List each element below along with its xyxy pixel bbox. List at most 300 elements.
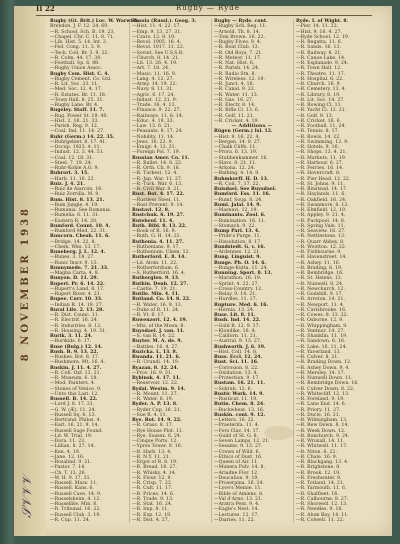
index-subentry: —R. Canal. 9. 22.	[214, 87, 256, 93]
index-headword: Rurik. 3. 11. 24.	[50, 334, 93, 339]
index-headword: Rush. B. 9. 13. 22.	[50, 349, 99, 355]
index-headword: Rust. Bot. 4. 17. 22.	[132, 192, 185, 198]
index-subentry: —R. Spring Vale. 11.	[296, 223, 346, 229]
index-subentry: —Chapel. Chr. C. 11. 8. 71.	[50, 34, 115, 40]
index-subentry: —Stubbenkammer. 16.	[214, 155, 268, 161]
index-subentry: —R. Brading Down. 12.	[296, 360, 352, 366]
index-subentry: —Rutherfordium. 6.	[132, 265, 180, 271]
index-headword: Rybinsk. 4. 17. 11.	[132, 376, 181, 381]
index-subentry: —Educ. 4. 19. 33.	[132, 118, 175, 124]
index-subentry: —Rumania. See Romania.	[50, 208, 112, 213]
index-subentry: —Runes. 3. 18. 27.	[50, 255, 95, 261]
index-subentry: —Rug. Power St. 19. 40.	[50, 113, 108, 119]
index-subentry: —Fed. Cong. 11. 3. 9.	[50, 45, 102, 51]
index-subentry: —R. Shops. 13. 4. 21.	[296, 150, 348, 156]
index-headword: Running. Sport. 8. 13.	[214, 271, 273, 276]
index-subentry: —Rurikids. 6. 17.	[50, 339, 92, 345]
index-subentry: —Val d'Arno. 13. 21.	[214, 496, 263, 502]
index-subentry: —R. Regatta. 11. 6.	[296, 40, 343, 45]
index-subentry: —Russell Sage Found.	[50, 428, 103, 434]
index-subentry: —R. Sands. 16. 13.	[296, 45, 342, 51]
index-subentry: —Bertrand. Philos. 4.	[50, 418, 101, 423]
index-subentry: —R. Arreton. 14. 21.	[296, 297, 345, 303]
index-headword: Ruminants. Zool. 6.	[214, 213, 266, 219]
index-subentry: —Rye House Plot. 11.	[132, 428, 184, 434]
index-subentry: —Lit. 13. 26. 4. 19.	[132, 61, 178, 66]
index-subentry: —R. Bowls. 14. 22.	[296, 134, 341, 140]
index-headword: Ruysdael. J. van. 11.	[132, 328, 185, 334]
index-subentry: —Czars. 12. 8. 19.	[132, 34, 176, 40]
index-headword: Ruth. Bibl. 8. 13. 22.	[132, 223, 187, 229]
index-subentry: —R. Culver Down. 8. 22.	[296, 386, 355, 392]
index-subentry: —Rosalind. 9. 21.	[50, 460, 92, 465]
index-subentry: —Hist. 2. 16. 21. 33.	[50, 118, 99, 124]
index-subentry: —R. Colm. 44. 17. 30.	[50, 55, 102, 61]
index-headword: Rustchuk. 6. 19. 27.	[132, 213, 185, 219]
column-divider	[129, 19, 130, 523]
index-headword: Rutland. Co. 14. 8. 22.	[132, 297, 191, 303]
index-subentry: —Bathing. 4. 14. 9.	[214, 171, 260, 177]
index-subentry: —R. Chale. 16. 9.	[296, 454, 338, 460]
index-subentry: —R. Meteor. 11. 17.	[214, 55, 262, 61]
index-subentry: —R. Whitecliff. 12. 13.	[296, 391, 350, 397]
index-subentry: —Revol. 1905. 16. 4.	[132, 40, 182, 45]
index-subentry: —R. Cup. 11. 24.	[50, 517, 91, 523]
index-headword: Rye. Bot. 14. 9. 22.	[132, 418, 182, 423]
index-headword: Ruhrort. 3. 15.	[50, 171, 89, 177]
index-subentry: —R. Golf. 11. 21.	[214, 113, 255, 119]
index-subentry: —R. Industries. 8. 12.	[50, 323, 102, 329]
index-subentry: —Pier. 14. 11. 22.	[296, 24, 339, 30]
index-subentry: —R. Prices. 14. 6.	[132, 491, 175, 497]
index-subentry: —R. Newport. 11. 4.	[296, 302, 345, 308]
index-subentry: —Rum Jungle. 4. 19.	[50, 202, 99, 208]
index-subentry: —Rusticat. 11. 19.	[214, 397, 258, 402]
index-subentry: —Russelsheim. 4. 12.	[50, 496, 101, 502]
index-subentry: —Guild of St. G. 8.	[214, 433, 259, 439]
index-subentry: —R. Electrif. 16. 24.	[50, 318, 99, 324]
index-headword: Runnymede. 7. 21. 33.	[50, 265, 109, 271]
index-subentry: —R. Fishbourne. 9.	[296, 250, 342, 255]
index-subentry: —Law. 13. 6. 21.	[132, 124, 172, 129]
index-subentry: —R. Binstead. 14. 17.	[296, 187, 348, 192]
index-headword: Russia (Russl.). Geog. 3.	[132, 19, 197, 24]
index-subentry: —Chalk Cliffs. 11.	[214, 145, 257, 150]
index-subentry: —Finance. 9. 22. 27.	[132, 108, 182, 114]
index-subentry: —Russell Cave. 14. 9.	[50, 491, 102, 497]
index-subentry: —R. Cult. 11. 17.	[132, 486, 173, 492]
index-subentry: —Rugby Fives. 9. 4.	[214, 40, 262, 45]
index-subentry: —Peasants. 8. 17. 24.	[132, 129, 184, 135]
spine-date-stamp: 8 NOVEMBER 1938	[20, 206, 31, 362]
index-subentry: —Masnavi. 12. 19.	[214, 208, 258, 213]
index-subentry: —R. Wootton. 12. 22.	[296, 244, 347, 250]
index-subentry: —Cinque Ports. 12.	[132, 439, 178, 444]
index-subentry: —Ruhr-Kohle A.G. 9.	[50, 166, 99, 171]
index-column-4	[296, 19, 372, 525]
index-subentry: —Coal. Ind. 11. 14. 27.	[50, 129, 105, 135]
index-subentry: —Oxidation. 13. 4.	[214, 370, 259, 376]
index-headword: Runge. Ph. O. 14. 6.	[214, 260, 267, 266]
index-subentry: —R. Cowes. 8. 13. 22.	[296, 313, 349, 318]
index-subentry: —Ch. T. 13. 26.	[50, 470, 87, 476]
index-subentry: —Occup. 1923. 4. 11.	[50, 145, 102, 150]
index-subentry: —Harb. 11. 16. 22.	[50, 176, 96, 182]
index-subentry: —Reservoir. 12. 22.	[132, 381, 179, 387]
index-subentry: —R. Tennis. 8. 17.	[296, 129, 340, 135]
header-rule	[36, 15, 372, 16]
index-subentry: —Proserpina. 16. 24.	[214, 481, 265, 486]
index-subentry: —Eastern R. 14. 20.	[50, 218, 98, 224]
index-headword: Runyon. D. 11. 29.	[50, 276, 99, 282]
index-subentry: —Pride's Purge. 11.	[214, 234, 262, 240]
index-subentry: —Hernia. 13. 24.	[214, 307, 255, 313]
index-subentry: —R. Stat. 16. 24.	[132, 502, 173, 507]
index-headword: Ruhr (Germ.) 14. 22. 35.	[50, 134, 115, 140]
index-subentry: —R. Brook. 12. 19.	[296, 470, 341, 476]
index-subentry: —Russell. Mass. 11.	[50, 481, 98, 486]
index-subentry: —Ruthenium. Chem. 12.	[132, 250, 191, 255]
index-subentry: —Indian R. 14. 19. 27.	[50, 302, 104, 308]
index-headword: Ruiz. J. 4. 21.	[50, 181, 85, 187]
index-subentry: —R. Wireless. 12. 19.	[214, 76, 265, 82]
index-subentry: —Stomach. 9. 22.	[214, 223, 256, 229]
index-subentry: —R. Esplanade. 9. 24.	[296, 61, 349, 66]
index-subentry: —R. Dist. Counc. 11.	[50, 313, 100, 318]
index-headword: Rumford. Count. 10. 4.	[50, 223, 111, 229]
index-headword: Rustic Work. 14. 9.	[214, 391, 264, 397]
index-subentry: —Rupert River. 4. 21.	[50, 292, 102, 297]
index-subentry: —R. Rew Down. 8. 14.	[296, 423, 349, 429]
index-headword: Runcorn. Chesh. 11. 6.	[50, 234, 110, 240]
index-subentry: —Art. 7. 18. 24.	[132, 66, 170, 72]
index-subentry: —Nobility. 11. 14.	[132, 134, 175, 140]
index-headword: Rushworth. J. 6. 19.	[214, 344, 266, 350]
index-subentry: —Sue R. 4. 11.	[132, 412, 168, 418]
index-subentry: —R. Lit. Soc. 33. 11.	[50, 82, 99, 87]
index-subentry: —R. Golf. 9. 13.	[296, 113, 334, 119]
index-subentry: —R. Theatre. 11. 17.	[296, 71, 346, 77]
index-subentry: —Russellite. Min. 8.	[50, 502, 98, 507]
index-subentry: —R. Imp. 8. 11.	[132, 507, 169, 513]
index-subentry: —R. Yacht Cl. 12. 21.	[296, 108, 347, 114]
index-headword: Ruse. Lit. 8. 11.	[214, 313, 256, 318]
index-subentry: —R. Newchurch. 12.	[296, 286, 345, 292]
index-subentry: —R. Grass. 8. 17.	[132, 423, 174, 429]
index-subentry: —Prov. 16. 9. 31.	[132, 370, 173, 376]
index-subentry: —Letters. 16. 22.	[214, 418, 256, 423]
index-column-2	[132, 19, 208, 525]
index-subentry: —R. Museum. 6. 18.	[50, 376, 98, 381]
index-subentry: —Seven Lamps. 12. 21.	[214, 439, 270, 444]
index-subentry: —Mod. Painters. 4.	[50, 381, 96, 387]
index-subentry: —R. Gas. 16. 27.	[214, 97, 254, 103]
index-headword: Russell. B. 14. 22.	[50, 397, 98, 402]
index-subentry: —Marathon. 16. 19.	[214, 276, 262, 282]
index-subentry: —Rugby Union Assoc.	[50, 66, 103, 72]
index-subentry: —R. N.Y. 11. 21.	[132, 454, 171, 460]
index-subentry: —R. Godshill. 9. 17.	[296, 292, 344, 297]
index-subentry: —R. Cricket. 16. 6.	[296, 118, 342, 124]
index-headword: Rung. Linguist. 9.	[214, 255, 262, 261]
index-headword: Rutherglen. 9. 13.	[132, 276, 180, 282]
index-subentry: —R. Housing. 4. 19. 31.	[50, 328, 107, 334]
index-subentry: —R. School. Sch. B. 19. 23.	[50, 29, 115, 35]
index-subentry: —R. Markets. 11. 19.	[296, 155, 347, 161]
index-headword: Ruhmkorff. H. D. 13.	[214, 176, 269, 182]
index-subentry: —Ken. 4. 19.	[50, 449, 81, 455]
index-subentry: —R. Bread. 16. 27.	[132, 465, 177, 471]
column-divider	[293, 19, 294, 523]
index-subentry: —R. Harbour. 6. 27.	[296, 160, 344, 166]
index-subentry: —Duke of R. 11. 24.	[132, 307, 180, 313]
index-subentry: —Sesame. 9. 13. 27.	[214, 444, 263, 450]
index-headword: Ruthenia. 4. 11. 27.	[132, 239, 184, 245]
index-headword: Rustavi. 12. 8.	[132, 208, 170, 213]
index-subentry: —Austral. 9. 13. 27.	[214, 339, 262, 345]
index-subentry: —R. Wilmingham. 13.	[296, 418, 348, 423]
index-subentry: —R. Yarmouth. 11. 6.	[296, 486, 347, 492]
index-subentry: —R. Electr. 8. 14.	[214, 103, 256, 108]
index-headword: Ruthin. Denb. 12. 27.	[132, 281, 189, 287]
index-subentry: —Prora. 6. 13. 19.	[214, 150, 258, 156]
index-headword: Rupee. Curr. 10. 33.	[50, 297, 103, 303]
index-subentry: —R. Parish. 14. 24.	[214, 66, 260, 72]
index-subentry: —Battles. 16. 4. 27.	[132, 344, 179, 350]
index-subentry: —Ardennes. 12. 21.	[214, 250, 261, 255]
index-subentry: —Rye. Sussex. 6. 24.	[132, 433, 182, 439]
index-subentry: —Praeterita. 11. 4.	[214, 423, 260, 429]
index-column-3	[214, 19, 290, 525]
index-subentry: —Hurdles. 11. 17.	[214, 297, 258, 303]
index-subentry: —R. Swanmore. 8. 13.	[296, 202, 349, 208]
index-headword: Russian Amer. Co. 11.	[132, 155, 190, 161]
index-subentry: —Relay. 9. 14. 21.	[214, 292, 257, 297]
index-subentry: —R. Nunwell. 8. 24.	[296, 281, 344, 287]
index-headword: Rural Life. 2. 13. 28.	[50, 307, 105, 313]
index-subentry: —Magna Carta. 4. 8.	[50, 271, 100, 276]
index-headword: Rutile. Min. 4. 11.	[132, 292, 180, 297]
index-subentry: —Bridge. 14. 22. 8.	[50, 239, 97, 245]
index-subentry: —R. Tribunal. 16. 22.	[50, 507, 101, 513]
index-subentry: —Navy. 8. 11. 31.	[132, 87, 174, 93]
index-subentry: —Church. 8. 14. 21.	[132, 55, 180, 61]
index-headword: Rügen (Germ.) Isl. 12.	[214, 129, 273, 135]
index-subentry: —R. Sandown. 6. 16.	[296, 339, 346, 345]
index-subentry: —Ryder Cup. 16. 21.	[132, 407, 182, 413]
index-subentry: —R. St. Helens. 13.	[296, 276, 343, 282]
page-number: II 22	[36, 4, 55, 13]
index-subentry: —Earl. 16. 21. 9. 14.	[50, 423, 100, 429]
index-subentry: —Castle. 7. 19. 21.	[132, 286, 178, 292]
index-subentry: —R. Water. 11. 13.	[214, 92, 259, 98]
index-subentry: —Rupert's Land. 8. 17.	[50, 286, 105, 292]
index-subentry: —Hist. Coll. 14. 8.	[214, 349, 258, 355]
index-subentry: —R. Bembridge. 16.	[296, 271, 344, 276]
index-subentry: —Lillian. 8. 27. 14.	[50, 444, 96, 450]
index-subentry: —R. Hovercraft. 8.	[296, 171, 341, 177]
index-subentry: —Ruth. G. H. 14. 21.	[132, 234, 182, 240]
index-column-1	[50, 19, 140, 525]
index-subentry: —Ruthenians. 9. 17.	[132, 244, 181, 250]
index-subentry: —R. St. Johns. 9. 11.	[296, 181, 345, 187]
index-headword: Ruzicka. L. 13. 8.	[132, 349, 178, 355]
index-subentry: —Rumf. Soup. 8. 24.	[214, 197, 263, 203]
running-title: Rugby — Ryde	[176, 4, 240, 12]
index-subentry: —Hist. 11. 4. 22. 17.	[132, 24, 181, 30]
index-subentry: —Rugby Lane. Br. 4.	[50, 103, 99, 108]
index-subentry: —Jane. 12. 16.	[50, 454, 85, 460]
index-subentry: —R. Canoe Lake. 14.	[296, 55, 346, 61]
index-subentry: —Ethics of Dust. 16.	[214, 454, 263, 460]
index-subentry: —Lib. Hist. 5. 14. Int. 2.	[50, 40, 108, 45]
index-subentry: —R. Junct. 4. 16.	[214, 82, 255, 87]
index-subentry: —R. Totland. 14. 21.	[296, 481, 345, 486]
index-subentry: —Slavs. 8. 21. 11.	[214, 160, 257, 166]
index-subentry: —Indust. 12. 3. 44. 51.	[50, 150, 105, 156]
index-subentry: —R. Nat. Hist. 6.	[214, 61, 255, 66]
index-subentry: —Buckwheat. 13. 16.	[214, 407, 265, 413]
index-subentry: —R. Alum Bay. 14. 11.	[296, 512, 349, 518]
index-subentry: —R. Brighstone. 8.	[296, 465, 341, 471]
index-subentry: —R. Lane End. 14. 6.	[296, 402, 347, 408]
index-subentry: —Deucalion. 9. 19.	[214, 475, 259, 481]
index-subentry: —R. Rowing Cl. 11.	[296, 103, 343, 108]
index-headword: Russ. Eccl. 12. 24.	[214, 355, 263, 360]
index-headword: Rydal. Westm. 9. 14.	[132, 386, 186, 392]
index-subentry: —Revol. 1917. 11. 22.	[132, 45, 185, 51]
index-subentry: —Ruiz Zorrilla. M. 9.	[50, 192, 100, 198]
index-subentry: —Lectures. 12. 17.	[214, 512, 259, 518]
index-subentry: —Runge-Kutta. 11. 24.	[214, 265, 268, 271]
index-subentry: —R. Radio Stn. 8.	[214, 71, 257, 77]
index-subentry: —Ld. Atom. 11. 22.	[132, 260, 178, 266]
index-headword: Rugby Cem. Hist. C. 4.	[50, 71, 110, 77]
index-subentry: —R.-Jap. War. 11. 27.	[132, 176, 183, 182]
index-subentry: —Rugby Sch. Reg. 11.	[214, 24, 267, 30]
index-subentry: —R. Ferries. 16. 14.	[296, 166, 344, 171]
index-subentry: —G. W. (Æ). 11. 24.	[50, 407, 96, 413]
section-heading: — Additions —	[231, 123, 273, 129]
index-subentry: —R. Shalfleet. 16.	[296, 491, 339, 497]
index-subentry: —R. Harb. 13. 4.	[132, 449, 172, 455]
index-subentry: —R. Appley. 9. 21. 4.	[296, 213, 346, 219]
index-subentry: —Army. 14. 19. 22.	[132, 82, 178, 87]
index-subentry: —R.-Urundi. 14. 19.	[132, 360, 180, 366]
index-subentry: —R. Priory. 11. 27.	[296, 407, 341, 413]
index-subentry: —R. Hotels. 9. 16.	[296, 145, 340, 150]
index-subentry: —Music. 11. 16. 9.	[132, 71, 177, 77]
index-headword: Ruse (Bulg.) 12. 14.	[50, 344, 103, 350]
index-subentry: —Ld. W. Trial. 19.	[50, 433, 93, 439]
index-subentry: —R. Whitwell. 11. 17.	[296, 444, 348, 450]
index-subentry: —R. Colwell. 11. 22.	[296, 517, 345, 523]
index-subentry: —R. Hospital. 6. 22.	[296, 76, 344, 82]
index-subentry: Brendon. J. F. 12. 24. 69.	[50, 24, 109, 30]
index-subentry: —R. Library. 8. 19.	[296, 92, 341, 98]
index-subentry: —R. Swimming. 12. 9.	[296, 139, 349, 145]
index-subentry: —Med. Soc. 12. 4. 17.	[50, 87, 103, 93]
index-subentry: —Rugby Cement. Co. Ltd.	[50, 76, 112, 82]
index-subentry: —Fors Clav. 14. 17.	[214, 428, 261, 434]
index-subentry: —R. Ballet. 14. 8. 22.	[132, 160, 183, 166]
index-headword: Ryazan. 8. 12. 24.	[132, 365, 179, 371]
index-subentry: —R. Boat Club. 13.	[214, 45, 260, 51]
index-subentry: —R. Whisky. 4. 14.	[132, 470, 177, 476]
index-headword: Rutherford. E. 8. 14.	[132, 255, 186, 261]
index-subentry: —Munera Pulv. 14. 8.	[214, 465, 265, 471]
index-headword: Rundstedt. G. v. 16.	[214, 244, 266, 250]
index-subentry: —R. Shorwell. 12. 13.	[296, 502, 348, 507]
index-subentry: —R. Mount. 11. 27.	[132, 391, 179, 397]
index-subentry: —R. Brading. 6. 19.	[296, 265, 343, 271]
index-subentry: —Queen of Air. 11.	[214, 460, 259, 465]
index-headword: Rustam. 16. 21. 11.	[214, 381, 266, 387]
index-subentry: —Book of R. 16. 9.	[132, 229, 177, 234]
index-headword: Ryder. A. P. 13. 8.	[132, 402, 178, 408]
index-subentry: —Town Hall. 8. 25. 31.	[50, 97, 105, 103]
index-subentry: —R. Seaview. 16. 27.	[296, 229, 346, 234]
index-headword: Runeberg. J. L. 12. 4.	[50, 250, 106, 255]
index-subentry: —Russell Club. 3. 19.	[50, 512, 101, 518]
index-headword: Rumi. Jalal. 14. 9.	[214, 202, 262, 208]
index-subentry: —S. van R. 14. 22.	[132, 334, 176, 339]
index-subentry: —R. Lit. Soc. 14. 27.	[296, 97, 345, 103]
index-subentry: —R. Carisbrooke. 16.	[296, 307, 347, 313]
index-subentry: —R. Lake. 16. 11. 24.	[296, 344, 348, 350]
index-subentry: —R. Elmfield. 12. 19.	[296, 208, 347, 213]
index-subentry: —R. Water. 6. 19.	[132, 397, 174, 402]
index-subentry: —R. Civil War. 8. 21.	[132, 187, 181, 192]
index-subentry: —R. Crisp. 7. 22.	[132, 481, 173, 486]
index-subentry: —R. Orth. Ch. 9. 16.	[132, 166, 181, 171]
index-subentry: —R. Ducie. 16. 21.	[296, 412, 341, 418]
index-subentry: —Gold R. 12. 9. 17.	[214, 323, 261, 329]
index-subentry: —Runic Inscr. 9. 13.	[50, 260, 98, 266]
index-subentry: —R. Bonchurch. 9. 24.	[296, 433, 350, 439]
index-headword: Rugby — Ryde. cont.	[214, 19, 268, 24]
index-subentry: —R. Trade. 9. 13.	[132, 496, 174, 502]
index-subentry: —Crown of Wild. 6.	[214, 449, 261, 455]
index-subentry: —Tech. Coll. Br. 3. 9. 22.	[50, 50, 109, 56]
index-subentry: —R. Church. 16. 9.	[296, 82, 342, 87]
index-headword: Ryde. I. of Wight. 8.	[296, 19, 349, 24]
index-headword: Rush. Ind. 14. 22.	[214, 318, 261, 324]
index-subentry: —Eagle's Nest. 14.	[214, 507, 259, 513]
index-subentry: —R. Rifle Cl. 13. 6.	[214, 108, 260, 114]
index-subentry: —Californ. 11. 21.	[214, 334, 258, 339]
index-subentry: —Foreign Pol. 7. 19.	[132, 150, 181, 156]
index-subentry: —Ruhrgebiet. 8. 17. 41.	[50, 139, 107, 145]
index-subentry: —Arnold. Th. 8. 14.	[214, 29, 261, 35]
index-subentry: —R. Oakfield. 16. 24.	[296, 197, 347, 203]
index-subentry: —Coal. 12. 18. 31.	[50, 155, 94, 161]
index-subentry: —Jews. 16. 22. 9.	[132, 139, 174, 145]
index-subentry: —Sprint. 4. 22. 27.	[214, 281, 259, 287]
index-subentry: —R. Turkest. 12. 4.	[132, 171, 178, 177]
index-headword: Rupture. Med. 6. 16.	[214, 302, 269, 308]
index-subentry: —R. Dist. 4. 27.	[132, 517, 170, 523]
index-subentry: —Lord J. 8. 17. 31.	[50, 402, 95, 408]
index-subentry: —R. Wroxall. 14. 11.	[296, 439, 345, 444]
index-subentry: —Arkona. 12. 24.	[214, 166, 256, 171]
index-subentry: —Agric. 6. 17. 24.	[132, 92, 175, 98]
index-subentry: —Chem. Wks. 13. 17.	[50, 244, 101, 250]
index-headword: Ruisdael. See Ruysdael.	[214, 187, 277, 192]
index-headword: Rum. Hist. 8. 13. 21.	[50, 197, 105, 203]
index-headword: Rumford. Ess. 11. 16.	[214, 192, 271, 198]
index-headword: Rump Parl. 13. 4.	[214, 229, 260, 234]
